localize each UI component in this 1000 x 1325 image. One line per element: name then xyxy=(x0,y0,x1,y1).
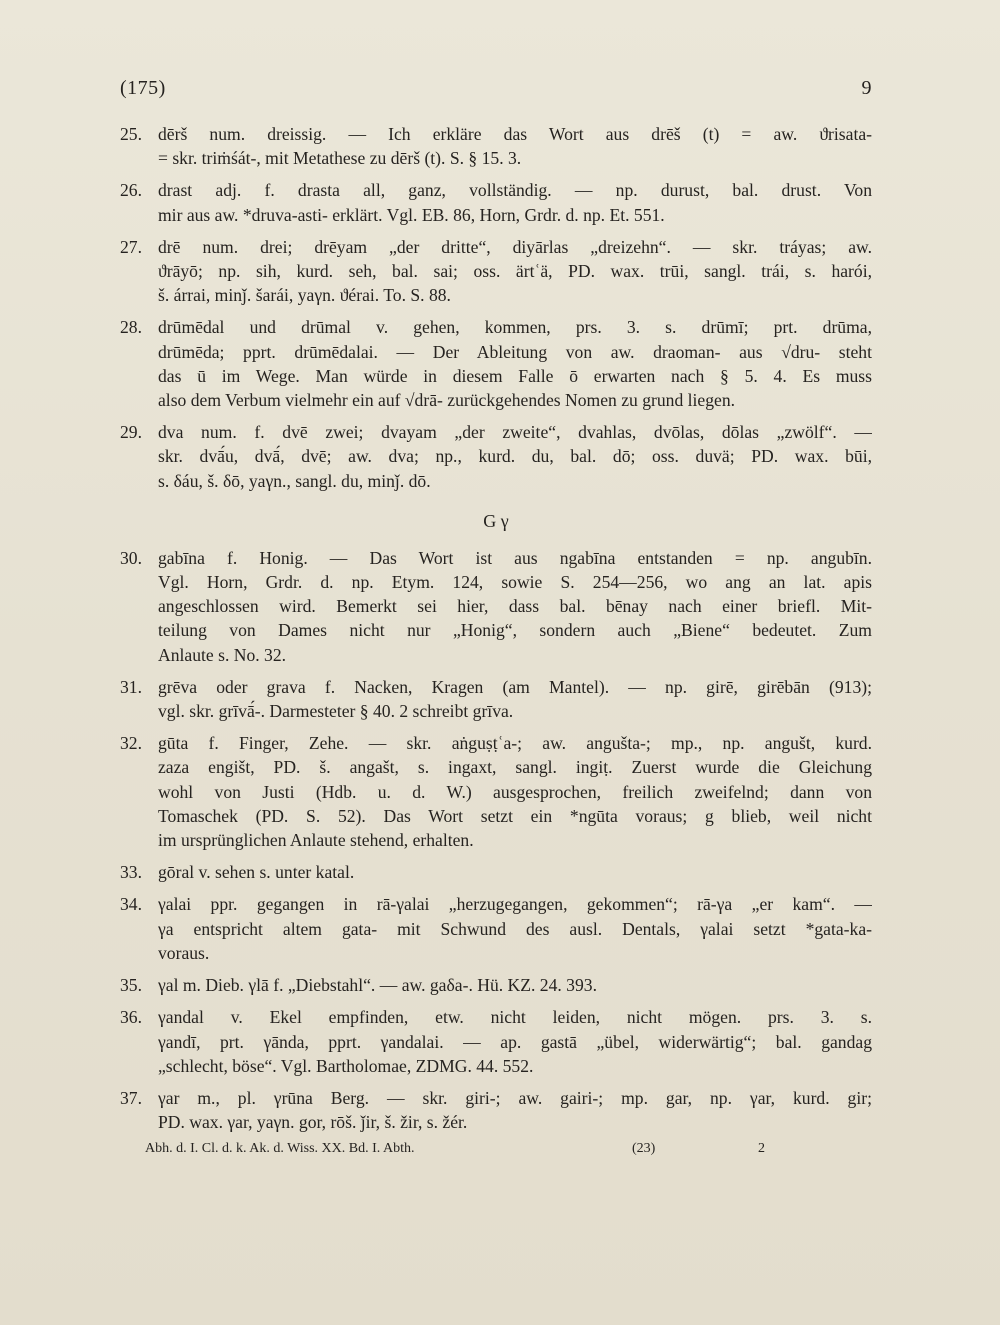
dictionary-entry xyxy=(120,315,872,412)
entry-text-line: dērš num. dreissig. — Ich erkläre das Wort aus drēš (t) = aw. ϑrisata- xyxy=(158,124,872,144)
entry-text-line: voraus. xyxy=(158,942,210,963)
entry-text-line: wohl von Justi (Hdb. u. d. W.) ausgesprochen, freilich zweifelnd; dann von xyxy=(158,781,872,802)
entry-number: 35. xyxy=(120,975,142,996)
page-header-left: (175) xyxy=(120,77,166,99)
entry-text-line: ϑrāyō; np. sih, kurd. seh, bal. sai; oss. ärtʿä, PD. wax. trūi, sangl. trái, s. harói, xyxy=(158,261,872,282)
entries-group-d xyxy=(120,122,872,493)
dictionary-entry xyxy=(120,973,872,997)
entry-text-line: im ursprünglichen Anlaute stehend, erhalten. xyxy=(158,830,474,851)
footer-signature: 2 xyxy=(758,1141,765,1156)
entry-text-line: angeschlossen wird. Bemerkt sei hier, dass bal. bēnay nach einer briefl. Mit- xyxy=(158,596,872,617)
dictionary-entry xyxy=(120,420,872,493)
entry-text-line: γa entspricht altem gata- mit Schwund des ausl. Dentals, γalai setzt *gata-ka- xyxy=(158,918,872,939)
section-heading: G γ xyxy=(483,510,509,531)
entry-text-line: gōral v. sehen s. unter katal. xyxy=(158,862,355,883)
entry-number: 29. xyxy=(120,422,142,443)
entry-text-line: = skr. triṁśát-, mit Metathese zu dērš (t). S. § 15. 3. xyxy=(158,148,522,169)
entry-text-line: grēva oder grava f. Nacken, Kragen (am Mantel). — np. girē, girēbān (913); xyxy=(158,676,872,697)
dictionary-body xyxy=(120,122,872,1142)
dictionary-entry xyxy=(120,122,872,170)
entry-text-line: Anlaute s. No. 32. xyxy=(158,644,287,665)
entry-text-line: γar m., pl. γrūna Berg. — skr. giri-; aw. gairi-; mp. gar, np. γar, kurd. gir; xyxy=(158,1087,872,1108)
entry-text-line: skr. dvā́u, dvā́, dvē; aw. dva; np., kurd. du, bal. dō; oss. duvä; PD. wax. būi, xyxy=(158,446,872,467)
entry-number: 31. xyxy=(120,676,142,697)
entry-number: 37. xyxy=(120,1087,142,1108)
entry-text-line: Tomaschek (PD. S. 52). Das Wort setzt ein *ngūta voraus; g blieb, weil nicht xyxy=(158,805,872,826)
entry-text-line: das ū im Wege. Man würde in diesem Falle ō erwarten nach § 5. 4. Es muss xyxy=(158,365,872,386)
entry-text-line: Vgl. Horn, Grdr. d. np. Etym. 124, sowie S. 254—256, wo ang an lat. apis xyxy=(158,572,872,593)
entry-text-line: γandal v. Ekel empfinden, etw. nicht leiden, nicht mögen. prs. 3. s. xyxy=(158,1007,872,1028)
dictionary-entry xyxy=(120,731,872,852)
entry-text-line: drē num. drei; drēyam „der dritte“, diyārlas „dreizehn“. — skr. tráyas; aw. xyxy=(158,236,872,257)
entry-text-line: drūmēdal und drūmal v. gehen, kommen, prs. 3. s. drūmī; prt. drūma, xyxy=(158,317,872,338)
dictionary-entry xyxy=(120,178,872,226)
entries-group-g xyxy=(120,546,872,1134)
entry-number: 34. xyxy=(120,894,142,915)
footer-sheet-number: (23) xyxy=(632,1141,656,1156)
dictionary-entry xyxy=(120,1086,872,1134)
entry-text-line: γandī, prt. γānda, pprt. γandalai. — ap. gastā „übel, widerwärtig“; bal. gandag xyxy=(158,1031,872,1052)
page-number: 9 xyxy=(861,77,872,99)
footer-publication: Abh. d. I. Cl. d. k. Ak. d. Wiss. XX. Bd. I. Abth. xyxy=(145,1141,415,1156)
dictionary-entry xyxy=(120,546,872,667)
entry-text-line: γal m. Dieb. γlā f. „Diebstahl“. — aw. gaδa-. Hü. KZ. 24. 393. xyxy=(158,975,597,996)
entry-number: 36. xyxy=(120,1007,142,1028)
entry-text-line: dva num. f. dvē zwei; dvayam „der zweite“, dvahlas, dvōlas, dōlas „zwölf“. — xyxy=(158,422,872,443)
dictionary-entry xyxy=(120,860,872,884)
entry-number: 26. xyxy=(120,180,142,201)
entry-number: 30. xyxy=(120,547,142,568)
dictionary-entry xyxy=(120,235,872,308)
entry-text-line: mir aus aw. *druva-asti- erklärt. Vgl. EB. 86, Horn, Grdr. d. np. Et. 551. xyxy=(158,204,665,225)
entry-text-line: drūmēda; pprt. drūmēdalai. — Der Ableitung von aw. draoman- aus √dru- steht xyxy=(158,341,872,362)
dictionary-entry xyxy=(120,892,872,965)
entry-number: 25. xyxy=(120,124,142,144)
entry-text-line: „schlecht, böse“. Vgl. Bartholomae, ZDMG. 44. 552. xyxy=(158,1055,534,1076)
entry-number: 33. xyxy=(120,862,142,883)
entry-number: 27. xyxy=(120,236,142,257)
entry-text-line: s. δáu, š. δō, yaγn., sangl. du, minǰ. dō. xyxy=(158,470,431,491)
entry-text-line: š. árrai, minǰ. šarái, yaγn. ϑérai. To. S. 88. xyxy=(158,285,451,306)
entry-text-line: also dem Verbum vielmehr ein auf √drā- zurückgehendes Nomen zu grund liegen. xyxy=(158,390,736,411)
entry-number: 32. xyxy=(120,733,142,754)
dictionary-entry xyxy=(120,675,872,723)
entry-text-line: zaza engišt, PD. š. angašt, s. ingaxt, sangl. ingiṭ. Zuerst wurde die Gleichung xyxy=(158,757,872,778)
entry-text-line: vgl. skr. grīvā́-. Darmesteter § 40. 2 schreibt grīva. xyxy=(158,701,514,722)
entry-text-line: gabīna f. Honig. — Das Wort ist aus ngabīna entstanden = np. angubīn. xyxy=(158,547,872,568)
entry-text-line: γalai ppr. gegangen in rā-γalai „herzugegangen, gekommen“; rā-γa „er kam“. — xyxy=(158,894,872,915)
entry-text-line: PD. wax. γar, yaγn. gor, rōš. ǰir, š. žir, s. žér. xyxy=(158,1112,468,1133)
entry-text-line: teilung von Dames nicht nur „Honig“, sondern auch „Biene“ bedeutet. Zum xyxy=(158,620,872,641)
entry-text-line: drast adj. f. drasta all, ganz, vollständig. — np. durust, bal. drust. Von xyxy=(158,180,872,201)
entry-text-line: gūta f. Finger, Zehe. — skr. aṅguṣṭʿa-; aw. angušta-; mp., np. angušt, kurd. xyxy=(158,733,872,754)
dictionary-entry xyxy=(120,1005,872,1078)
entry-number: 28. xyxy=(120,317,142,338)
